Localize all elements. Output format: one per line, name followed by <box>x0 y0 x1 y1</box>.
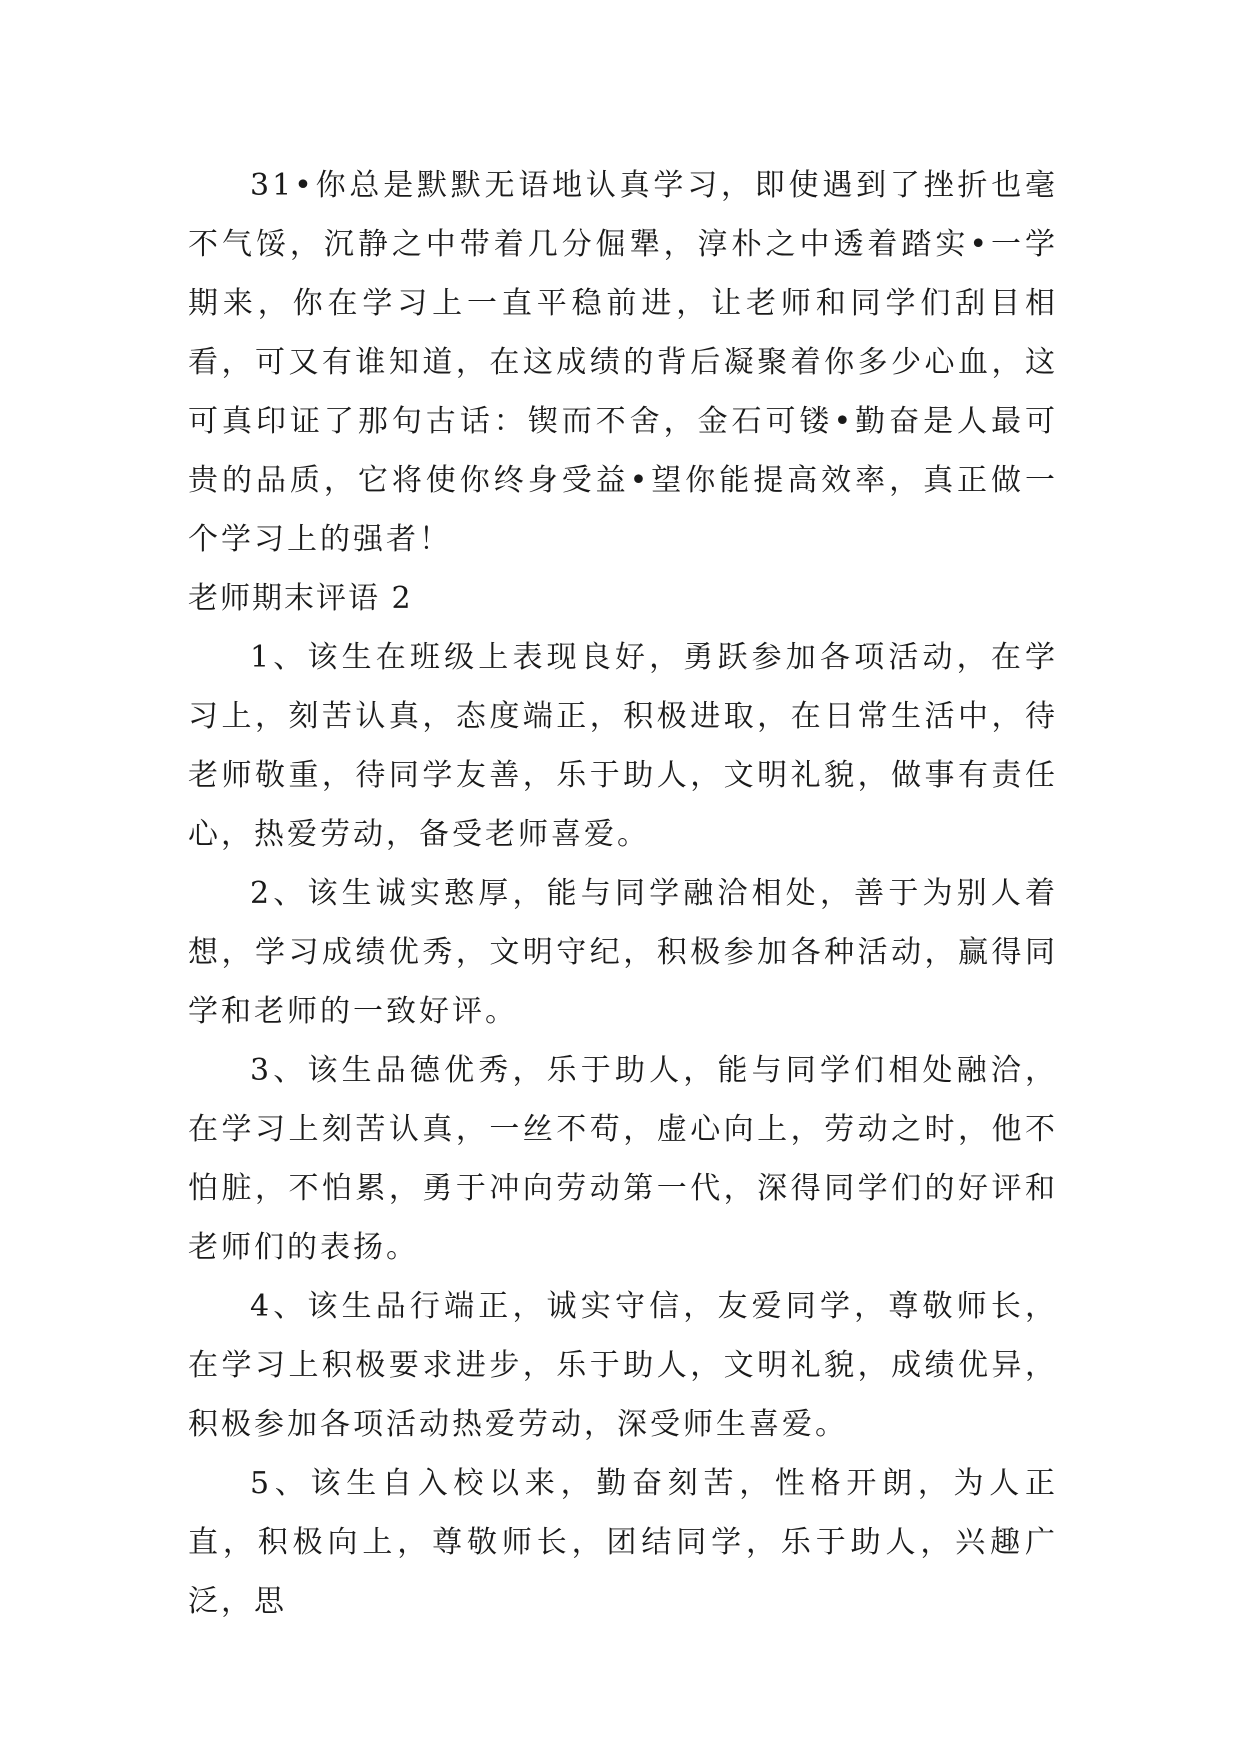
comment-item-3: 3、该生品德优秀，乐于助人，能与同学们相处融洽，在学习上刻苦认真，一丝不苟，虚心向上，劳动之时，他不怕脏，不怕累，勇于冲向劳动第一代，深得同学们的好评和老师们的表扬。 <box>188 1053 1058 1265</box>
comment-item-5: 5、该生自入校以来，勤奋刻苦，性格开朗，为人正直，积极向上，尊敬师长，团结同学，乐于助人，兴趣广泛，思 <box>188 1466 1058 1619</box>
comment-item-1: 1、该生在班级上表现良好，勇跃参加各项活动，在学习上，刻苦认真，态度端正，积极进取，在日常生活中，待老师敬重，待同学友善，乐于助人，文明礼貌，做事有责任心，热爱劳动，备受老师喜爱。 <box>188 640 1058 852</box>
document-body <box>188 156 1058 1631</box>
intro-paragraph: 31•你总是默默无语地认真学习，即使遇到了挫折也毫不气馁，沉静之中带着几分倔犟，淳朴之中透着踏实•一学期来，你在学习上一直平稳前进，让老师和同学们刮目相看，可又有谁知道，在这成绩的背后凝聚着你多少心血，这可真印证了那句古话：锲而不舍，金石可镂•勤奋是人最可贵的品质，它将使你终身受益•望你能提高效率，真正做一个学习上的强者！ <box>188 168 1058 557</box>
section-title: 老师期末评语 2 <box>188 581 413 616</box>
comment-item-2: 2、该生诚实憨厚，能与同学融洽相处，善于为别人着想，学习成绩优秀，文明守纪，积极参加各种活动，赢得同学和老师的一致好评。 <box>188 876 1058 1029</box>
comment-item-4: 4、该生品行端正，诚实守信，友爱同学，尊敬师长，在学习上积极要求进步，乐于助人，文明礼貌，成绩优异，积极参加各项活动热爱劳动，深受师生喜爱。 <box>188 1289 1058 1442</box>
